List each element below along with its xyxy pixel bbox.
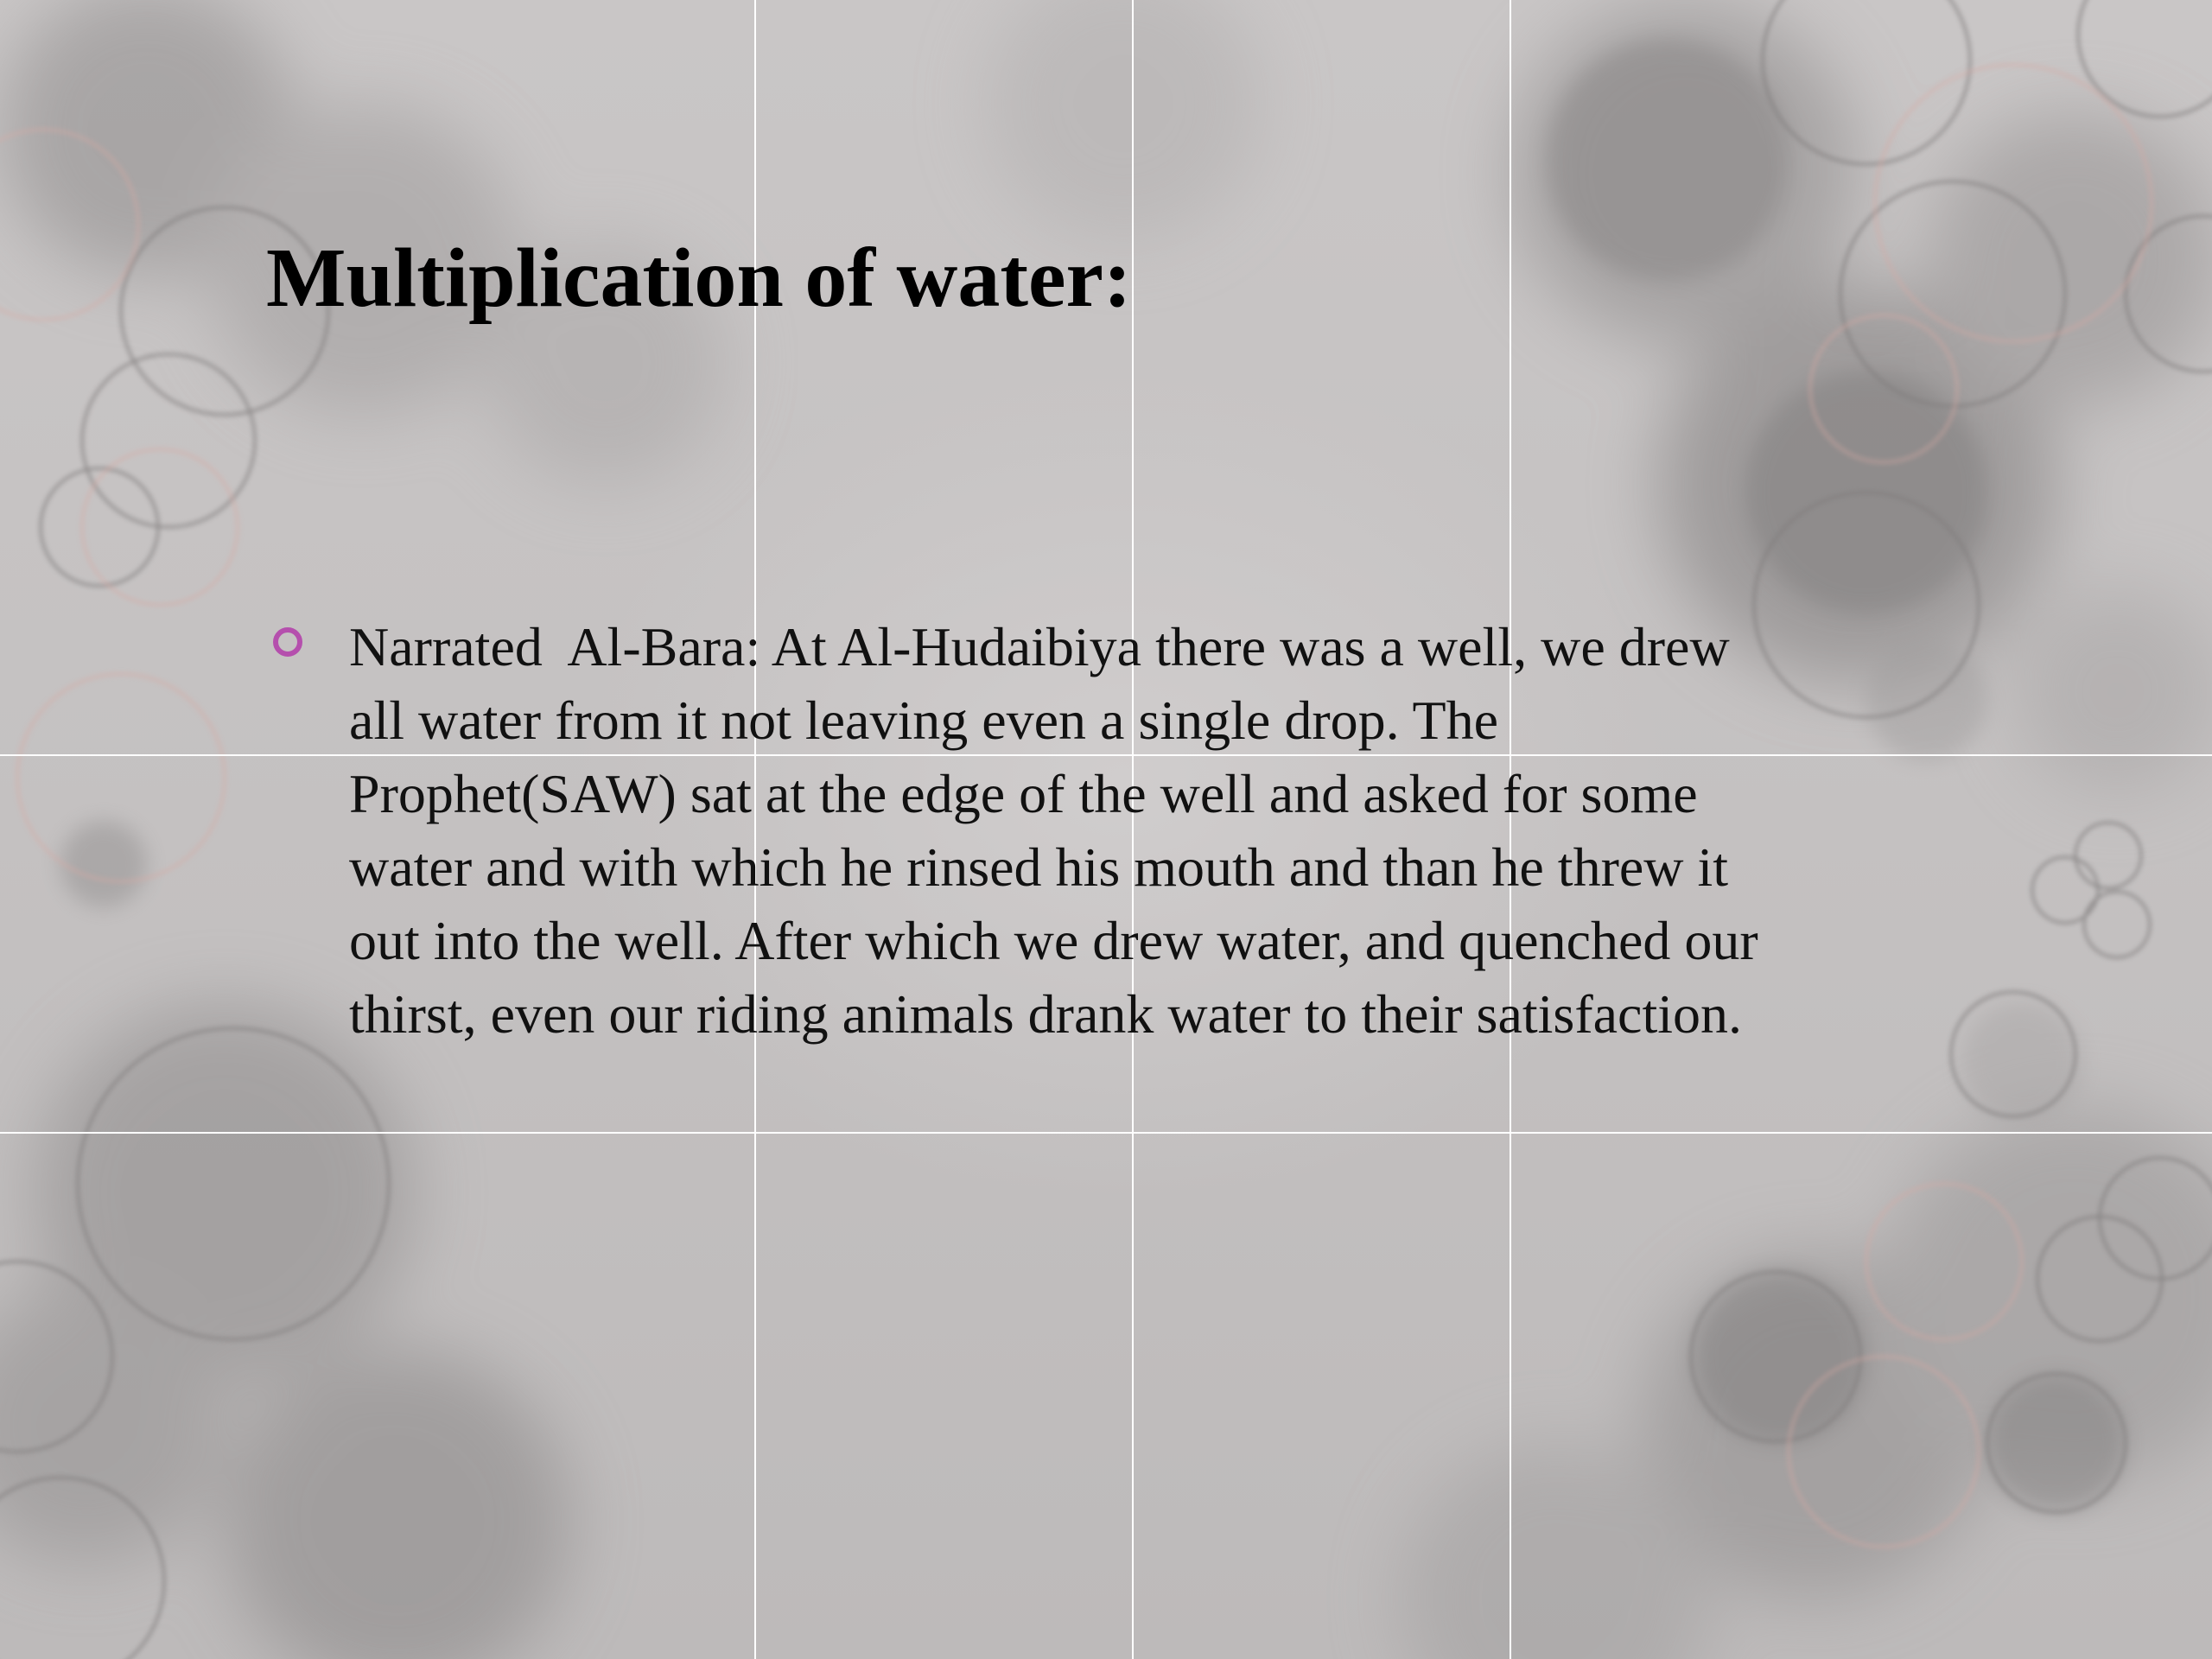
bullet-line: Prophet(SAW) sat at the edge of the well and asked for some [349, 763, 1698, 824]
slide-title: Multiplication of water: [266, 232, 1132, 325]
bullet-line: water and with which he rinsed his mouth and than he threw it [349, 836, 1729, 898]
grid-line-horizontal-2 [0, 1132, 2212, 1134]
bullet-line: thirst, even our riding animals drank water to their satisfaction. [349, 983, 1742, 1045]
bullet-text [349, 610, 1951, 1051]
bullet-line: out into the well. After which we drew water, and quenched our [349, 910, 1758, 971]
hollow-circle-bullet-icon [273, 627, 302, 657]
bullet-line: Narrated Al-Bara: At Al-Hudaibiya there was a well, we drew [349, 616, 1730, 677]
bullet-item [266, 610, 1951, 1051]
bullet-line: all water from it not leaving even a single drop. The [349, 690, 1498, 751]
slide-body [266, 610, 1951, 1051]
